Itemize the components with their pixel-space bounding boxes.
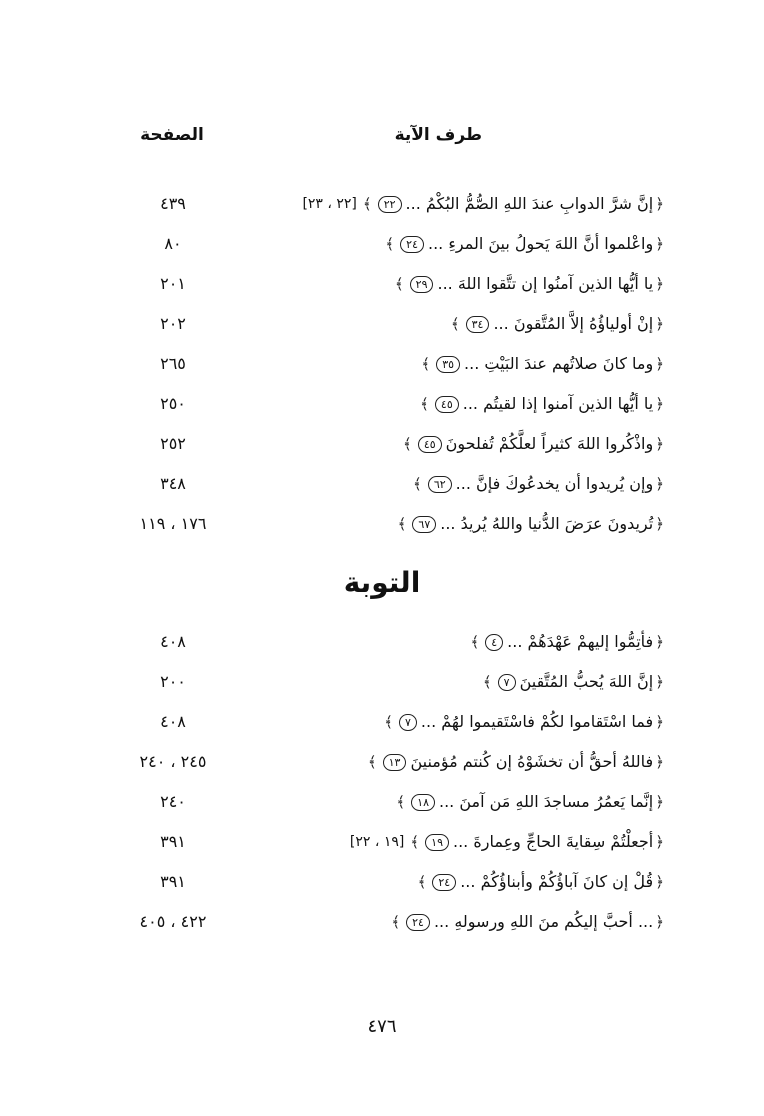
ayah-excerpt xyxy=(468,629,666,655)
page-ref: ٢٥٠ xyxy=(160,394,186,413)
quran-bracket-open-icon: ﴿ xyxy=(655,633,664,651)
surah-title: التوبة xyxy=(343,566,421,599)
verse-number-badge: ٦٧ xyxy=(412,516,436,533)
verse-number-badge: ٢٤ xyxy=(400,236,424,253)
index-entry xyxy=(118,783,666,823)
quran-bracket-open-icon: ﴿ xyxy=(655,475,664,493)
quran-bracket-open-icon: ﴿ xyxy=(655,515,664,533)
page-ref: ٢٤٥ ، ٢٤٠ xyxy=(139,752,207,771)
quran-bracket-open-icon: ﴿ xyxy=(655,315,664,333)
verse-number-badge: ٢٤ xyxy=(432,874,456,891)
quran-bracket-close-icon: ﴾ xyxy=(413,475,422,493)
ayah-excerpt xyxy=(401,431,666,457)
index-entry xyxy=(118,903,666,943)
quran-bracket-close-icon: ﴾ xyxy=(421,355,431,373)
ayah-excerpt xyxy=(481,669,666,695)
ayah-text: وإن يُريدوا أن يخدعُوكَ فإنَّ ... xyxy=(455,474,654,493)
ayah-column-header: طرف الآية xyxy=(394,125,482,145)
quran-bracket-close-icon: ﴾ xyxy=(394,275,404,293)
verse-number-badge: ٣٤ xyxy=(466,316,490,333)
verse-number-badge: ٧ xyxy=(399,714,417,731)
quran-bracket-close-icon: ﴾ xyxy=(397,515,407,533)
ayah-text: قُلْ إن كانَ آباؤُكُمْ وأبناؤُكُمْ ... xyxy=(460,872,654,891)
verse-number-badge: ٤٥ xyxy=(435,396,459,413)
verse-number-badge: ٦٢ xyxy=(428,476,452,493)
page-ref: ٨٠ xyxy=(164,234,182,253)
ayah-text: فأتِمُّوا إليهمْ عَهْدَهُمْ ... xyxy=(507,632,654,651)
ayah-excerpt xyxy=(389,909,666,935)
ayah-excerpt xyxy=(393,271,666,297)
ayah-text: إنَّ شرَّ الدوابِ عندَ اللهِ الصُّمُّ البُكْمُ ... xyxy=(405,194,654,213)
page-ref: ٣٩١ xyxy=(160,832,186,851)
ayah-text: ... أحبَّ إليكُم منَ اللهِ ورسولهِ ... xyxy=(433,912,654,931)
ayah-text: أجعلْتُمْ سِقايةَ الحاجِّ وعِمارةَ ... xyxy=(453,832,654,851)
index-entry xyxy=(118,385,666,425)
verse-number-badge: ٤ xyxy=(485,634,503,651)
quran-bracket-close-icon: ﴾ xyxy=(385,235,395,253)
ayah-excerpt xyxy=(383,231,666,257)
quran-bracket-close-icon: ﴾ xyxy=(410,833,420,851)
ayah-text: إنْ أولياؤُهُ إلاَّ المُتَّقونَ ... xyxy=(493,314,654,333)
ayah-text: يا أيُّها الذين آمنوا إذا لقيتُم ... xyxy=(462,394,654,413)
quran-bracket-open-icon: ﴿ xyxy=(655,673,664,691)
ayah-excerpt xyxy=(302,191,666,217)
page-ref: ٣٩١ xyxy=(160,872,186,891)
quran-bracket-close-icon: ﴾ xyxy=(396,793,406,811)
index-entry xyxy=(118,345,666,385)
quran-bracket-open-icon: ﴿ xyxy=(655,793,664,811)
quran-bracket-close-icon: ﴾ xyxy=(362,195,372,213)
ayah-excerpt xyxy=(366,749,666,775)
quran-bracket-open-icon: ﴿ xyxy=(655,753,664,771)
page-column-header: الصفحة xyxy=(140,125,204,145)
index-entry xyxy=(118,823,666,863)
page-ref: ٤٠٨ xyxy=(160,632,186,651)
index-entry xyxy=(118,305,666,345)
ayah-excerpt xyxy=(411,471,666,497)
quran-bracket-close-icon: ﴾ xyxy=(384,713,393,731)
page-ref: ٢٠٠ xyxy=(160,672,186,691)
quran-bracket-close-icon: ﴾ xyxy=(482,673,492,691)
section-tawbah-entries xyxy=(118,623,666,943)
index-entry xyxy=(118,265,666,305)
ayah-text: واذْكُروا اللهَ كثيراً لعلَّكُمْ تُفلحونَ xyxy=(445,434,654,453)
index-entry xyxy=(118,505,666,545)
ayah-excerpt xyxy=(350,829,666,855)
index-entry xyxy=(118,623,666,663)
page-ref: ٢٠٢ xyxy=(160,314,186,333)
index-entry xyxy=(118,743,666,783)
ayah-excerpt xyxy=(449,311,666,337)
verse-number-badge: ٢٢ xyxy=(378,196,402,213)
quran-bracket-open-icon: ﴿ xyxy=(655,913,664,931)
verse-range-ref: [١٩ ، ٢٢] xyxy=(349,834,405,850)
ayah-excerpt xyxy=(382,709,666,735)
verse-number-badge: ١٩ xyxy=(425,834,449,851)
quran-bracket-open-icon: ﴿ xyxy=(655,355,664,373)
index-entry xyxy=(118,663,666,703)
ayah-excerpt xyxy=(419,351,666,377)
ayah-text: تُريدونَ عرَضَ الدُّنيا واللهُ يُريدُ ... xyxy=(440,514,654,533)
quran-bracket-close-icon: ﴾ xyxy=(417,873,427,891)
ayah-excerpt xyxy=(394,789,666,815)
quran-bracket-open-icon: ﴿ xyxy=(655,235,664,253)
page-ref: ٢٥٢ xyxy=(160,434,186,453)
section-anfal-entries xyxy=(118,185,666,545)
index-entry xyxy=(118,225,666,265)
quran-bracket-close-icon: ﴾ xyxy=(470,633,480,651)
quran-bracket-close-icon: ﴾ xyxy=(450,315,460,333)
index-entry xyxy=(118,185,666,225)
verse-number-badge: ٢٤ xyxy=(406,914,430,931)
quran-bracket-close-icon: ﴾ xyxy=(367,753,377,771)
verse-number-badge: ٢٩ xyxy=(410,276,434,293)
page-ref: ١٧٦ ، ١١٩ xyxy=(139,514,207,533)
page-ref: ٤٣٩ xyxy=(160,194,186,213)
ayah-text: يا أيُّها الذين آمنُوا إن تتَّقوا اللهَ ... xyxy=(437,274,654,293)
verse-number-badge: ١٨ xyxy=(411,794,435,811)
quran-bracket-open-icon: ﴿ xyxy=(655,713,664,731)
ayah-text: وما كانَ صلاتُهم عندَ البَيْتِ ... xyxy=(464,354,654,373)
quran-bracket-open-icon: ﴿ xyxy=(655,195,664,213)
ayah-text: واعْلموا أنَّ اللهَ يَحولُ بينَ المرءِ ... xyxy=(428,234,654,253)
page-ref: ٤٠٨ xyxy=(160,712,186,731)
verse-number-badge: ٤٥ xyxy=(418,436,442,453)
quran-bracket-close-icon: ﴾ xyxy=(420,395,429,413)
page-ref: ٤٢٢ ، ٤٠٥ xyxy=(139,912,207,931)
quran-bracket-close-icon: ﴾ xyxy=(391,913,401,931)
index-entry xyxy=(118,703,666,743)
quran-bracket-open-icon: ﴿ xyxy=(655,873,664,891)
ayah-excerpt xyxy=(396,511,666,537)
ayah-excerpt xyxy=(416,869,666,895)
index-entry xyxy=(118,425,666,465)
page-ref: ٢٠١ xyxy=(160,274,186,293)
ayah-text: فاللهُ أحقُّ أن تخشَوْهُ إن كُنتم مُؤمنينَ xyxy=(410,752,654,771)
ayah-text: فما اسْتَقاموا لكُمْ فاسْتَقيموا لهُمْ ... xyxy=(420,712,654,731)
ayah-text: إنَّ اللهَ يُحبُّ المُتَّقينَ xyxy=(519,672,654,691)
page-ref: ٣٤٨ xyxy=(160,474,186,493)
index-entry xyxy=(118,465,666,505)
page-number: ٤٧٦ xyxy=(367,1016,397,1037)
quran-bracket-open-icon: ﴿ xyxy=(655,833,664,851)
quran-bracket-open-icon: ﴿ xyxy=(655,275,664,293)
quran-bracket-close-icon: ﴾ xyxy=(403,435,412,453)
ayah-excerpt xyxy=(418,391,666,417)
quran-bracket-open-icon: ﴿ xyxy=(655,435,664,453)
page-ref: ٢٦٥ xyxy=(160,354,186,373)
verse-number-badge: ٧ xyxy=(498,674,516,691)
index-entry xyxy=(118,863,666,903)
ayah-text: إنَّما يَعمُرُ مساجدَ اللهِ مَن آمنَ ... xyxy=(439,792,654,811)
page-ref: ٢٤٠ xyxy=(160,792,186,811)
quran-bracket-open-icon: ﴿ xyxy=(655,395,664,413)
verse-number-badge: ١٣ xyxy=(383,754,407,771)
verse-range-ref: [٢٢ ، ٢٣] xyxy=(302,196,357,212)
verse-number-badge: ٣٥ xyxy=(436,356,460,373)
